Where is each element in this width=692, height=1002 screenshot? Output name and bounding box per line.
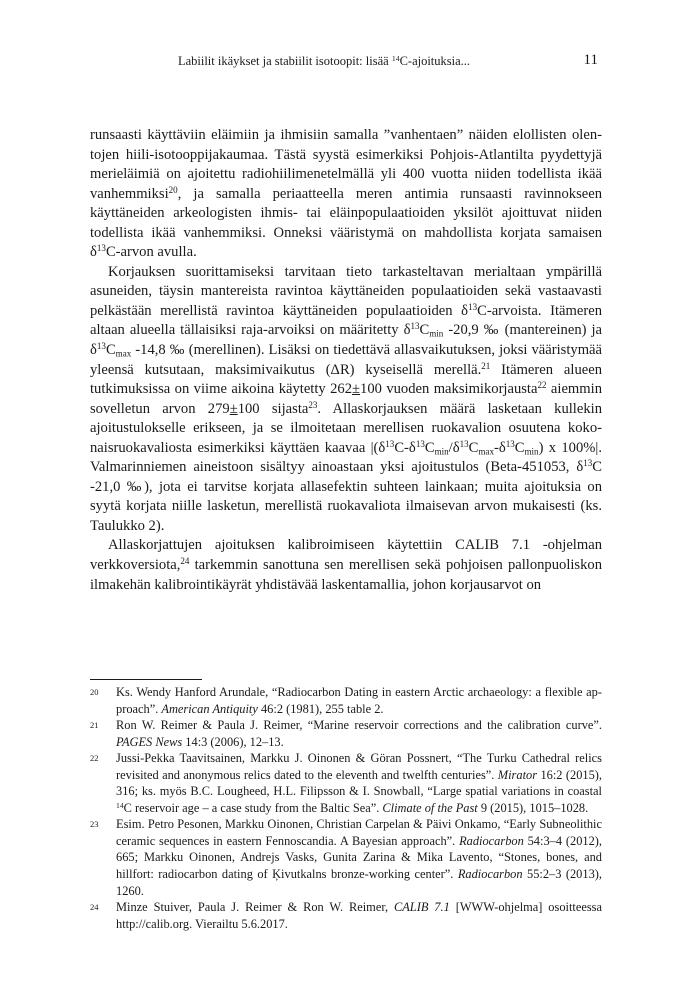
formula-text: C	[424, 439, 435, 456]
running-title-text-end: C-ajoituksia...	[399, 54, 471, 68]
footnote-text	[116, 816, 602, 899]
formula-subscript: min	[524, 446, 539, 456]
formula-superscript: 13	[459, 438, 469, 449]
text-run: C-arvon avulla.	[105, 244, 197, 261]
formula-text: /δ	[448, 439, 460, 456]
footnote-number: 23	[90, 819, 99, 830]
text-run: Ks. Wendy Hanford Arundale, “Radiocarbon Dating in eastern Arctic archaeology: a flexible approach”.	[116, 685, 602, 716]
text-run: 100 vuoden maksimikorjausta	[360, 381, 538, 398]
text-run: Minze Stuiver, Paula J. Reimer & Ron W. Reimer,	[116, 900, 394, 915]
running-title-text: Labiilit ikäykset ja stabiilit isotoopit: lisää	[177, 54, 392, 68]
text-run: 16:2 (2015), 316; ks. myös B.C. Lougheed, H.L. Filipsson & I. Snowball, “Large spatial variations in coastal	[116, 767, 603, 799]
footnote-number: 21	[90, 720, 99, 731]
text-run: 14:3 (2006), 12–13.	[182, 734, 284, 749]
footnote-ref-22: 22	[537, 380, 547, 391]
paragraph-3	[90, 536, 602, 595]
footnote-text	[116, 684, 602, 717]
text-run: 54:3–4 (2012), 665; Markku Oinonen, Andrejs Vasks, Gunita Zarina & Mika Lavento, “Stones, bones, and hillfort: radiocarbon dating of Ķivutkalns bronze-working center”.	[116, 833, 603, 882]
footnote-number: 24	[90, 902, 99, 913]
text-run: Jussi-Pekka Taavitsainen, Markku J. Oinonen & Göran Possnert, “The Turku Cathedral relics revisited and anonymous relics dated to the eleventh and twelfth centuries”.	[116, 751, 602, 782]
footnote-23	[90, 816, 602, 899]
plus-minus-sign: ±	[229, 400, 238, 417]
footnote-21	[90, 717, 602, 750]
subscript: max	[115, 348, 132, 359]
footnote-ref-23: 23	[308, 399, 318, 410]
footnote-ref-24: 24	[180, 556, 190, 567]
text-run: . Allaskorjauksen määrä lasketaan kullekin ajoitustulokselle erikseen, ja se ilmoitetaan merellisen ruokavalion osuutena kokonaisruokavaliosta esimerkiksi käyttäen kaavaa |(δ	[90, 400, 602, 456]
journal-title: Radiocarbon	[459, 833, 524, 848]
text-run: 46:2 (1981), 255 table 2.	[257, 701, 384, 716]
text-run: Itämeren alueen tutkimuksissa on viime aikoina käytetty 262	[90, 361, 602, 398]
body-text	[90, 126, 602, 595]
footnotes	[90, 684, 602, 932]
text-run: -20,9 ‰ (mantereinen) ja δ	[90, 322, 602, 359]
journal-title: PAGES News	[116, 734, 183, 749]
text-run: C -21,0 ‰), jota ei tarvitse korjata allasefektin suhteen lainkaan; muita ajoituksia on syytä korjata niille lasketun, merellistä ruokavaliota ilmaisevan arvon mukaisesti (ks. Taulukko 2).	[90, 459, 602, 534]
paragraph-1	[90, 126, 602, 263]
text-run: -14,8 ‰ (merellinen). Lisäksi on tiedettävä allasvaikutuksen, joksi vääristymää yleensä kutsutaan, maksimivaikutus (ΔR) kyseisellä merellä.	[90, 342, 602, 378]
text-run: 100 sijasta	[237, 400, 309, 417]
text-run: C	[419, 322, 430, 339]
running-header	[90, 54, 598, 74]
text-run: , ja samalla periaatteella meren antimia runsaasti ravinnokseen käyttäneiden arkeologisten ihmis- tai eläinpopulaatioiden yksilöt ajoittuvat niiden todellista ikää vanhemmiksi. Onneksi vääristymä on mahdollista korjata samaisen δ	[90, 185, 602, 261]
formula-superscript: 13	[385, 438, 395, 449]
text-run: ) x 100%|. Valmarinniemen aineistoon sisältyy ainoastaan yksi ajoitustulos (Beta-451053, δ	[90, 439, 602, 476]
running-title	[90, 54, 558, 69]
superscript: 14	[116, 800, 124, 810]
footnote-ref-20: 20	[168, 184, 178, 195]
footnote-20	[90, 684, 602, 717]
footnote-number: 20	[90, 687, 99, 697]
formula-text: C	[514, 439, 525, 456]
text-run: Korjauksen suorittamiseksi tarvitaan tieto tarkasteltavan merialtaan ympärillä asuneiden, täysin mantereista ravintoa käyttäneiden populaatioiden sekä vastaavasti pelkästään merellistä ravintoa käyttäneiden populaatioiden δ	[90, 263, 602, 319]
footnote-text	[116, 717, 602, 750]
subscript: min	[429, 328, 444, 339]
footnote-divider	[90, 679, 202, 680]
text-run: C-arvoista. Itämeren altaan alueella tällaisiksi raja-arvoiksi on määritetty δ	[90, 302, 602, 339]
superscript: 13	[583, 458, 593, 469]
text-run: Esim. Petro Pesonen, Markku Oinonen, Christian Carpelan & Päivi Onkamo, “Early Subneolithic ceramic sequences in eastern Fennoscandia. A Bayesian approach”.	[116, 817, 602, 848]
text-run: aiemmin sovelletun arvon 279	[90, 381, 602, 417]
text-run: runsaasti käyttäviin eläimiin ja ihmisiin samalla ”vanhentaen” näiden elollisten olentojen hiili-isotooppijakaumaa. Tästä syystä esimerkiksi Pohjois-Atlantilta pyydettyjä merieläimiä on ajoitettu radiohiilimenetelmällä yli 400 vuotta niiden todellista ikää vanhemmiksi	[90, 127, 602, 202]
text-run: tarkemmin sanottuna sen merellisen sekä pohjoisen pallonpuoliskon ilmakehän kalibrointikäyrät yhdistävää laskentamallia, johon korjausarvot on	[90, 557, 602, 593]
text-run: Ron W. Reimer & Paula J. Reimer, “Marine reservoir corrections and the calibration curve”.	[116, 718, 602, 733]
formula-superscript: 13	[415, 438, 425, 449]
formula-superscript: 13	[505, 438, 515, 449]
footnote-text	[116, 899, 602, 932]
text-run: C	[105, 342, 116, 359]
text-run: 55:2–3 (2013), 1260.	[116, 867, 602, 898]
journal-title: Climate of the Past	[382, 800, 478, 815]
formula-text: C	[468, 439, 479, 456]
text-run: C reservoir age – a case study from the Baltic Sea”.	[123, 800, 383, 815]
superscript: 13	[96, 243, 106, 254]
running-title-superscript: 14	[391, 53, 400, 63]
superscript: 13	[468, 301, 478, 312]
formula-subscript: min	[434, 446, 449, 456]
paragraph-2	[90, 263, 602, 537]
software-title: CALIB 7.1	[393, 900, 450, 915]
text-run: Allaskorjattujen ajoituksen kalibroimiseen käytettiin CALIB 7.1 -ohjelman verkkoversiota,	[90, 537, 602, 574]
formula-text: C-δ	[394, 439, 416, 456]
page-number: 11	[583, 52, 598, 68]
superscript: 13	[96, 341, 106, 352]
formula-subscript: max	[478, 446, 494, 456]
footnote-22	[90, 750, 602, 816]
journal-title: American Antiquity	[161, 701, 258, 716]
footnote-number: 22	[90, 753, 99, 764]
text-run: [WWW-ohjelma] osoitteessa http://calib.org. Vierailtu 5.6.2017.	[116, 900, 602, 931]
footnote-24	[90, 899, 602, 932]
journal-title: Radiocarbon	[457, 867, 523, 882]
footnote-ref-21: 21	[481, 360, 491, 371]
text-run: 9 (2015), 1015–1028.	[477, 800, 589, 815]
footnote-text	[116, 750, 602, 816]
formula-text: -δ	[493, 439, 506, 456]
plus-minus-sign: ±	[352, 381, 361, 398]
superscript: 13	[410, 321, 420, 332]
journal-title: Mirator	[497, 767, 538, 782]
